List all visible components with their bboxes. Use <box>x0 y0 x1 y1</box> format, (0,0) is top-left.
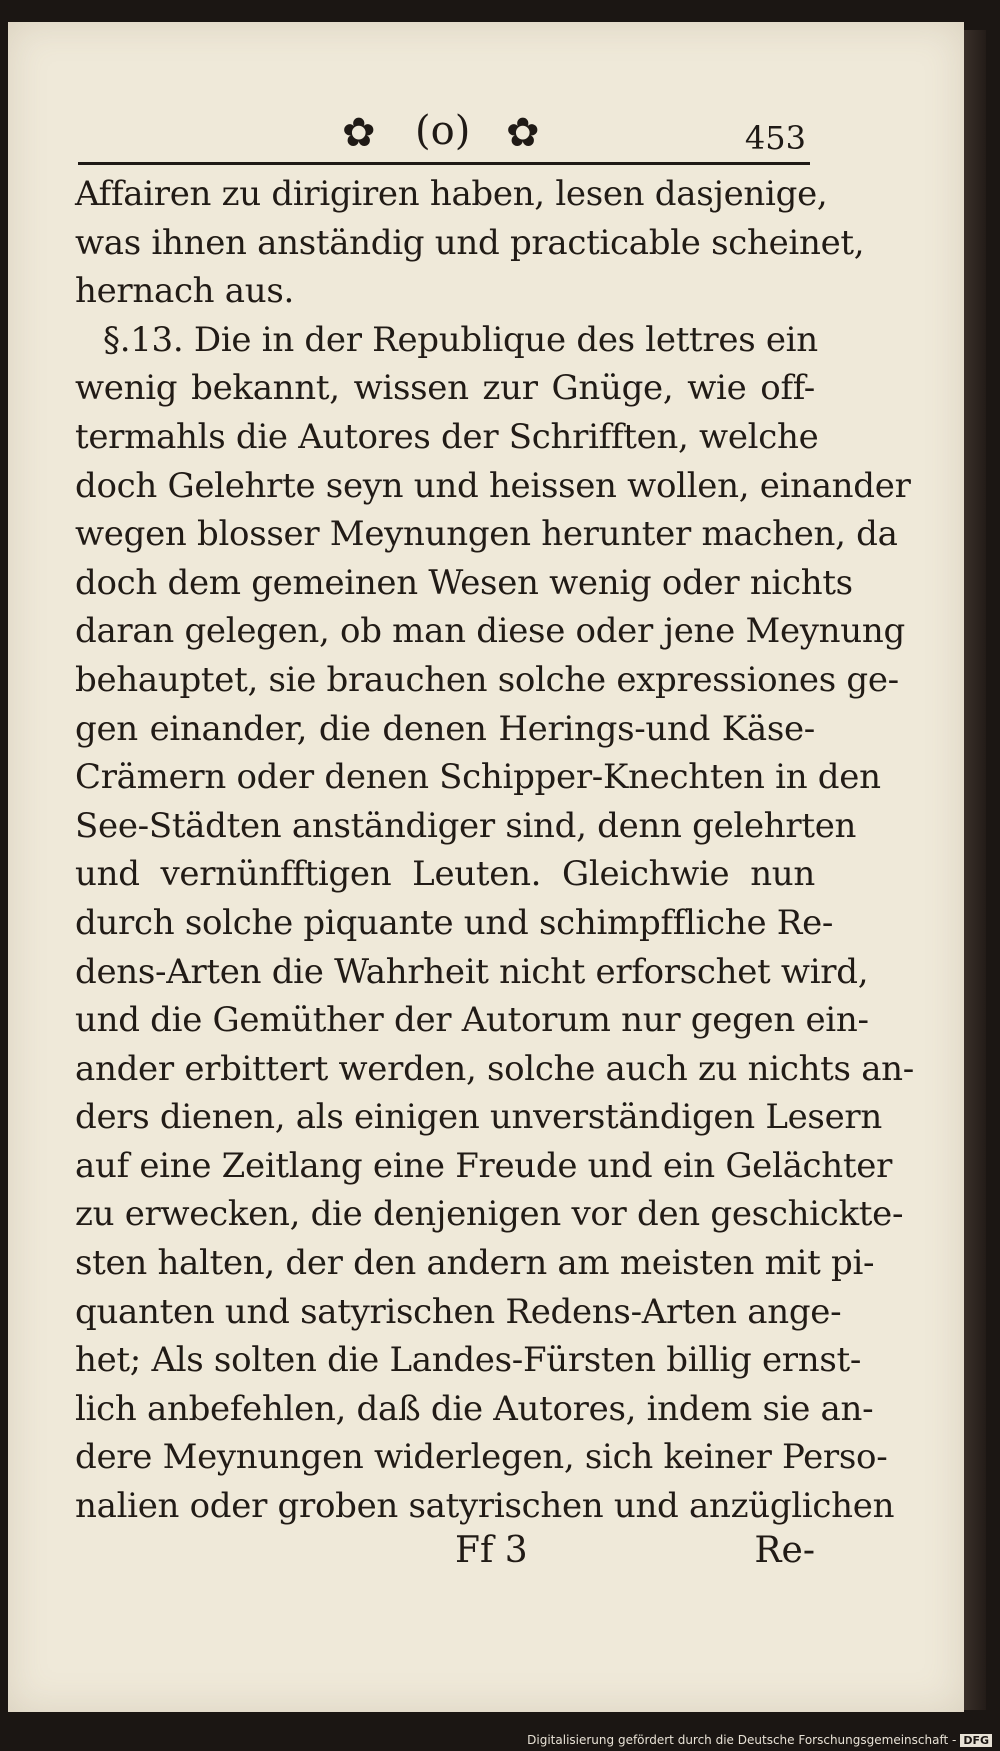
page-number: 453 <box>744 119 806 157</box>
text-line: dens-Arten die Wahrheit nicht erforschet wird, <box>75 951 869 992</box>
text-line: Affairen zu dirigiren haben, lesen dasjenige, <box>75 174 828 214</box>
catchword: Re- <box>754 1530 815 1571</box>
text-line: behauptet, sie brauchen solche expressiones ge- <box>75 659 899 700</box>
text-line: wenig bekannt, wissen zur Gnüge, wie off- <box>75 368 815 409</box>
text-line: sten halten, der den andern am meisten mit pi- <box>75 1243 875 1284</box>
text-line: und die Gemüther der Autorum nur gegen ein- <box>75 1000 869 1041</box>
header-rule <box>78 162 810 165</box>
text-line: auf eine Zeitlang eine Freude und ein Gelächter <box>75 1145 893 1186</box>
text-line: dere Meynungen widerlegen, sich keiner Perso- <box>75 1437 888 1478</box>
text-line: See-Städten anständiger sind, denn gelehrten <box>75 805 857 846</box>
text-line: daran gelegen, ob man diese oder jene Meynung <box>75 611 905 652</box>
header-marker: (o) <box>415 108 471 154</box>
text-line: wegen blosser Meynungen herunter machen, da <box>75 514 898 555</box>
digitization-credit <box>527 1733 992 1747</box>
text-line: durch solche piquante und schimpffliche Re- <box>75 902 834 943</box>
text-line: zu erwecken, die denjenigen vor den geschickte- <box>75 1194 904 1235</box>
page-edge <box>964 30 986 1710</box>
text-line: hernach aus. <box>75 271 295 312</box>
text-line: doch Gelehrte seyn und heissen wollen, einander <box>75 465 911 506</box>
credit-text: Digitalisierung gefördert durch die Deutsche Forschungsgemeinschaft - <box>527 1733 957 1747</box>
text-line: nalien oder groben satyrischen und anzüglichen <box>75 1486 895 1527</box>
text-line: het; Als solten die Landes-Fürsten billig ernst- <box>75 1340 862 1381</box>
text-line: Crämern oder denen Schipper-Knechten in den <box>75 757 881 798</box>
text-line: und vernünfftigen Leuten. Gleichwie nun <box>75 854 815 895</box>
text-line: lich anbefehlen, daß die Autores, indem sie an- <box>75 1388 874 1429</box>
text-line: doch dem gemeinen Wesen wenig oder nichts <box>75 562 853 603</box>
body-text <box>75 170 914 1531</box>
page-footer <box>75 1530 815 1580</box>
text-line: ander erbittert werden, solche auch zu nichts an- <box>75 1048 914 1089</box>
text-line: §.13. Die in der Republique des lettres ein <box>103 319 818 360</box>
text-line: was ihnen anständig und practicable scheinet, <box>75 222 865 263</box>
text-line: quanten und satyrischen Redens-Arten ange- <box>75 1291 842 1332</box>
text-line: termahls die Autores der Schrifften, welche <box>75 416 819 457</box>
text-line: gen einander, die denen Herings-und Käse- <box>75 708 815 749</box>
running-header <box>70 105 810 165</box>
dfg-logo: DFG <box>960 1734 992 1747</box>
flower-ornament-icon: ✿ <box>506 110 540 156</box>
flower-ornament-icon: ✿ <box>342 110 376 156</box>
signature-mark: Ff 3 <box>455 1530 528 1571</box>
text-line: ders dienen, als einigen unverständigen Lesern <box>75 1097 882 1138</box>
